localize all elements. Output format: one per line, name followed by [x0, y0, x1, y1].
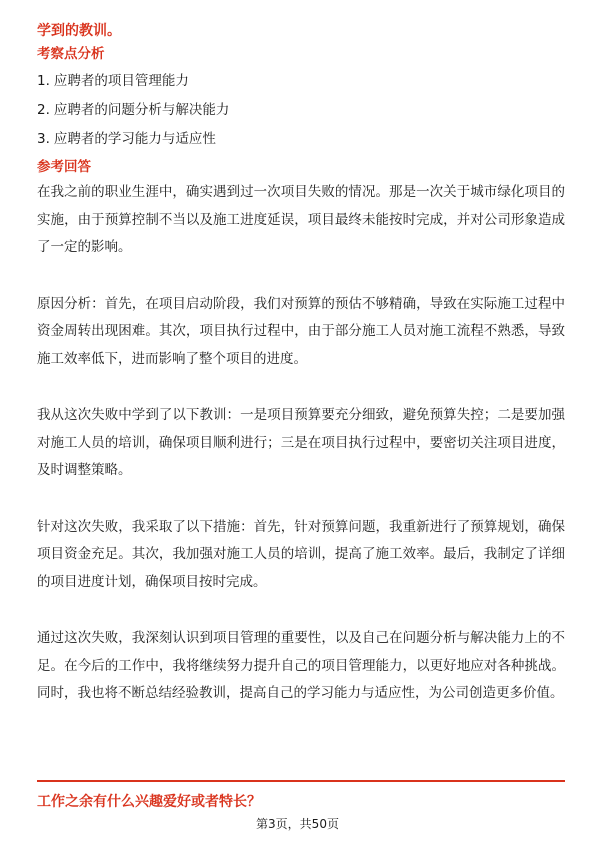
- list-item: [37, 95, 565, 124]
- answer-paragraph: 我从这次失败中学到了以下教训：一是项目预算要充分细致，避免预算失控；二是要加强对施工人员的培训，确保项目顺利进行；三是在项目执行过程中，要密切关注项目进度，及时调整策略。: [37, 407, 565, 478]
- page-number-footer: 第3页，共50页: [256, 817, 339, 831]
- answer-section-title: 参考回答: [37, 159, 91, 175]
- answer-body: [37, 179, 565, 708]
- list-item-number: 1.: [37, 72, 50, 89]
- list-item-number: 3.: [37, 130, 50, 147]
- list-item: [37, 124, 565, 153]
- list-item-text: 应聘者的学习能力与适应性: [53, 130, 216, 147]
- list-item-text: 应聘者的项目管理能力: [53, 72, 189, 89]
- analysis-list: [37, 66, 565, 153]
- answer-paragraph: 针对这次失败，我采取了以下措施：首先，针对预算问题，我重新进行了预算规划，确保项目资金充足。其次，我加强对施工人员的培训，提高了施工效率。最后，我制定了详细的项目进度计划，确保项目按时完成。: [37, 518, 565, 590]
- page-content: [37, 21, 565, 708]
- question-heading-tail: 学到的教训。: [37, 23, 121, 39]
- section-divider: [37, 780, 565, 782]
- answer-paragraph: 通过这次失败，我深刻认识到项目管理的重要性，以及自己在问题分析与解决能力上的不足。在今后的工作中，我将继续努力提升自己的项目管理能力，以更好地应对各种挑战。同时，我也将不断总结经验教训，提高自己的学习能力与适应性，为公司创造更多价值。: [37, 630, 565, 701]
- paragraph-spacer: [37, 596, 565, 625]
- answer-paragraph: 在我之前的职业生涯中，确实遇到过一次项目失败的情况。那是一次关于城市绿化项目的实施，由于预算控制不当以及施工进度延误，项目最终未能按时完成，并对公司形象造成了一定的影响。: [37, 184, 565, 255]
- list-item-text: 应聘者的问题分析与解决能力: [53, 101, 230, 118]
- paragraph-spacer: [37, 262, 565, 291]
- list-item: [37, 66, 565, 95]
- next-question-heading: 工作之余有什么兴趣爱好或者特长？: [37, 794, 261, 810]
- paragraph-spacer: [37, 485, 565, 514]
- list-item-number: 2.: [37, 101, 50, 118]
- answer-paragraph: 原因分析：首先，在项目启动阶段，我们对预算的预估不够精确，导致在实际施工过程中资金周转出现困难。其次，项目执行过程中，由于部分施工人员对施工流程不熟悉，导致施工效率低下，进而影响了整个项目的进度。: [37, 295, 565, 367]
- analysis-section-title: 考察点分析: [37, 46, 105, 62]
- paragraph-spacer: [37, 373, 565, 402]
